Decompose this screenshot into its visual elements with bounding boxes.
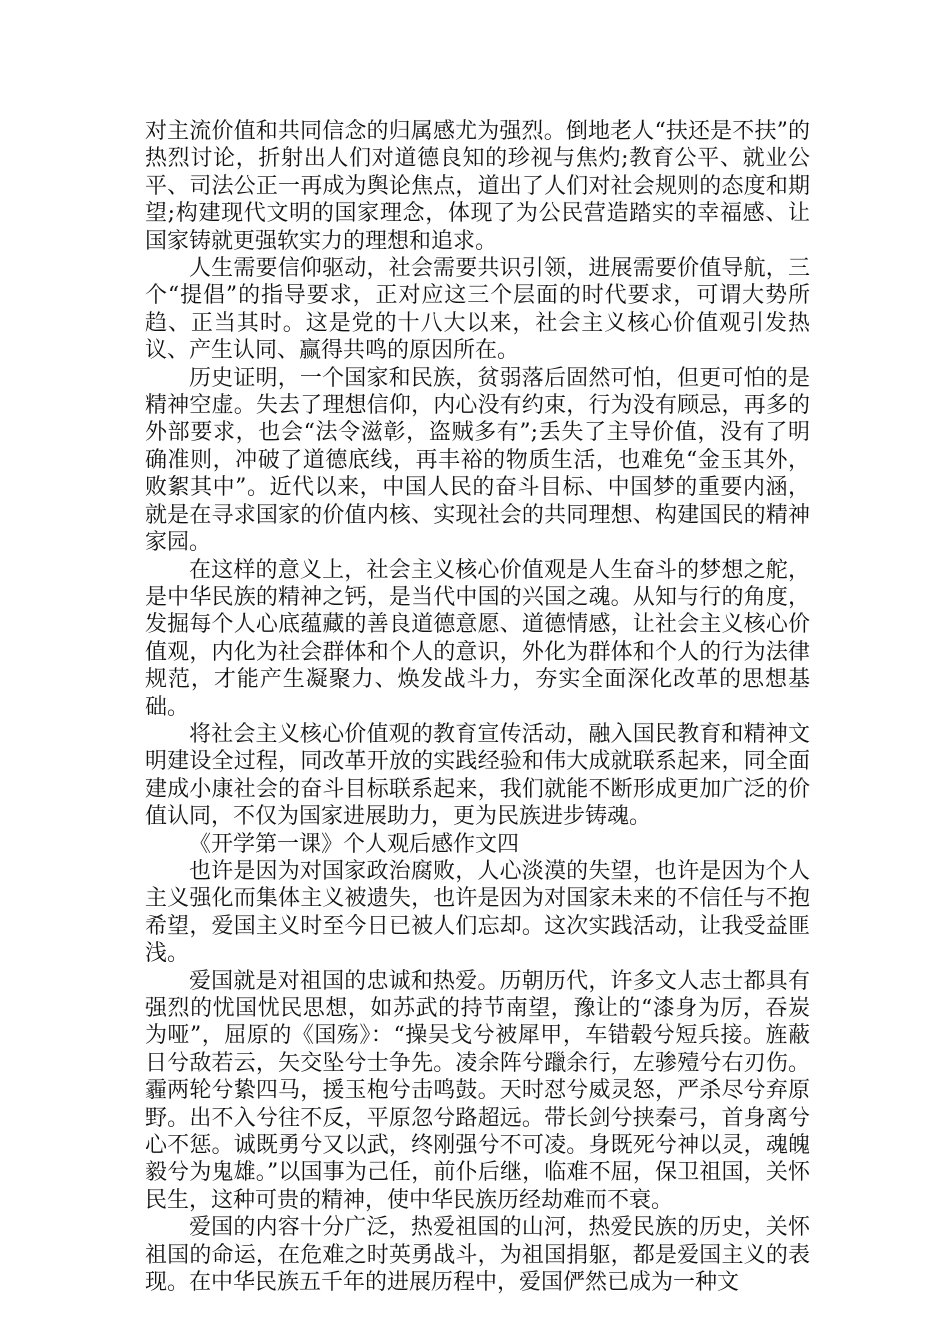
paragraph-1: 对主流价值和共同信念的归属感尤为强烈。倒地老人“扶还是不扶”的热烈讨论，折射出人们对道德良知的珍视与焦灼;教育公平、就业公平、司法公正一再成为舆论焦点，道出了人们对社会规则的态度和期望;构建现代文明的国家理念，体现了为公民营造踏实的幸福感、让国家铸就更强软实力的理想和追求。 [145, 119, 810, 254]
paragraph-4: 在这样的意义上，社会主义核心价值观是人生奋斗的梦想之舵，是中华民族的精神之钙，是当代中国的兴国之魂。从知与行的角度，发掘每个人心底蕴藏的善良道德意愿、道德情感，让社会主义核心价值观，内化为社会群体和个人的意识，外化为群体和个人的行为法律规范，才能产生凝聚力、焕发战斗力，夯实全面深化改革的思想基础。 [145, 557, 810, 720]
paragraph-5: 将社会主义核心价值观的教育宣传活动，融入国民教育和精神文明建设全过程，同改革开放的实践经验和伟大成就联系起来，同全面建成小康社会的奋斗目标联系起来，我们就能不断形成更加广泛的价值认同，不仅为国家进展助力，更为民族进步铸魂。 [145, 721, 810, 830]
paragraph-7: 爱国就是对祖国的忠诚和热爱。历朝历代，许多文人志士都具有强烈的忧国忧民思想，如苏武的持节南望，豫让的“漆身为厉，吞炭为哑”，屈原的《国殇》：“操吴戈兮被犀甲，车错毂兮短兵接。旌蔽日兮敌若云，矢交坠兮士争先。凌余阵兮躐余行，左骖殪兮右刃伤。霾两轮兮絷四马，援玉枹兮击鸣鼓。天时怼兮威灵怒，严杀尽兮弃原野。出不入兮往不反，平原忽兮路超远。带长剑兮挟秦弓，首身离兮心不惩。诚既勇兮又以武，终刚强兮不可凌。身既死兮神以灵，魂魄毅兮为鬼雄。”以国事为己任，前仆后继，临难不屈，保卫祖国，关怀民生，这种可贵的精神，使中华民族历经劫难而不衰。 [145, 968, 810, 1213]
document-body [145, 118, 810, 1296]
paragraph-2: 人生需要信仰驱动，社会需要共识引领，进展需要价值导航，三个“提倡”的指导要求，正对应这三个层面的时代要求，可谓大势所趋、正当其时。这是党的十八大以来，社会主义核心价值观引发热议、产生认同、赢得共鸣的原因所在。 [145, 256, 810, 364]
paragraph-3: 历史证明，一个国家和民族，贫弱落后固然可怕，但更可怕的是精神空虚。失去了理想信仰，内心没有约束，行为没有顾忌，再多的外部要求，也会“法令滋彰，盗贼多有”;丢失了主导价值，没有了明确准则，冲破了道德底线，再丰裕的物质生活，也难免“金玉其外，败絮其中”。近代以来，中国人民的奋斗目标、中国梦的重要内涵，就是在寻求国家的价值内核、实现社会的共同理想、构建国民的精神家园。 [145, 365, 810, 556]
section-heading: 《开学第一课》个人观后感作文四 [189, 831, 520, 857]
paragraph-6: 也许是因为对国家政治腐败，人心淡漠的失望，也许是因为个人主义强化而集体主义被遗失，也许是因为对国家未来的不信任与不抱希望，爱国主义时至今日已被人们忘却。这次实践活动，让我受益匪浅。 [145, 858, 810, 967]
paragraph-8: 爱国的内容十分广泛，热爱祖国的山河，热爱民族的历史，关怀祖国的命运，在危难之时英勇战斗，为祖国捐躯，都是爱国主义的表现。在中华民族五千年的进展历程中，爱国俨然已成为一种文 [145, 1215, 810, 1296]
